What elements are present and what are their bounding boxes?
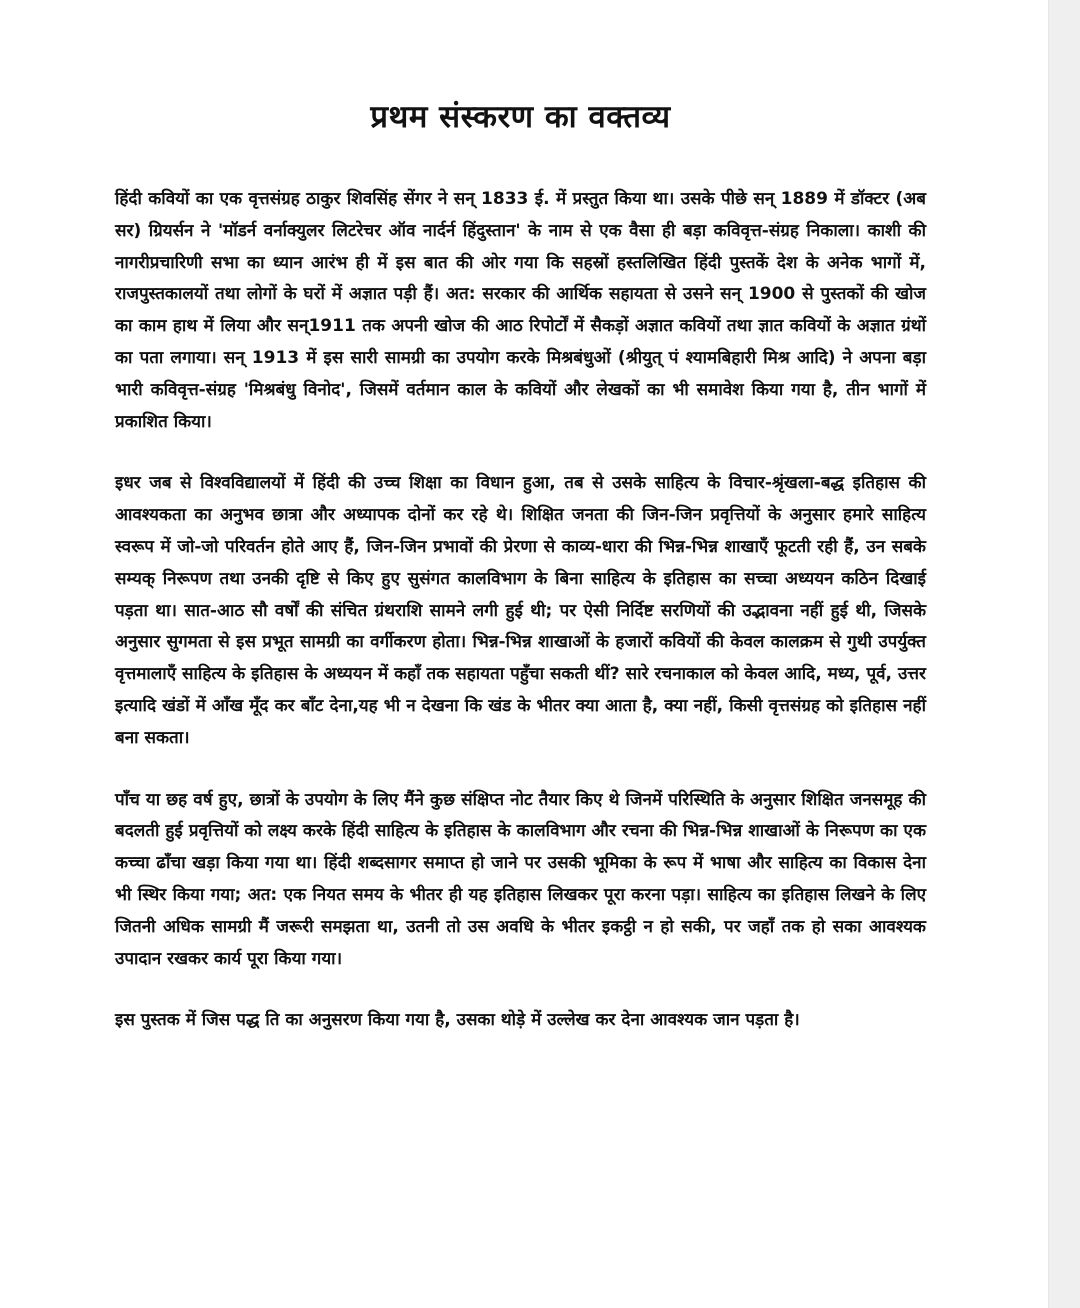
viewer-margin (1048, 0, 1080, 1308)
page-title: प्रथम संस्करण का वक्तव्य (370, 99, 671, 135)
paragraph-2: इधर जब से विश्वविद्यालयों में हिंदी की उच्च शिक्षा का विधान हुआ, तब से उसके साहित्य के विचार-श्रृंखला-बद्ध इतिहास की आवश्यकता का अनुभव छात्रा और अध्यापक दोनों कर रहे थे। शिक्षित जनता की जिन-जिन प्रवृत्तियों के अनुसार हमारे साहित्य स्वरूप में जो-जो परिवर्तन होते आए हैं, जिन-जिन प्रभावों की प्रेरणा से काव्य-धारा की भिन्न-भिन्न शाखाएँ फूटती रही हैं, उन सबके सम्यक् निरूपण तथा उनकी दृष्टि से किए हुए सुसंगत कालविभाग के बिना साहित्य के इतिहास का सच्चा अध्ययन कठिन दिखाई पड़ता था। सात-आठ सौ वर्षों की संचित ग्रंथराशि सामने लगी हुई थी; पर ऐसी निर्दिष्ट सरणियों की उद्भावना नहीं हुई थी, जिसके अनुसार सुगमता से इस प्रभूत सामग्री का वर्गीकरण होता। भिन्न-भिन्न शाखाओं के हजारों कवियों की केवल कालक्रम से गुथी उपर्युक्त वृत्तमालाएँ साहित्य के इतिहास के अध्ययन में कहाँ तक सहायता पहुँचा सकती थीं? सारे रचनाकाल को केवल आदि, मध्य, पूर्व, उत्तर इत्यादि खंडों में आँख मूँद कर बाँट देना,यह भी न देखना कि खंड के भीतर क्या आता है, क्या नहीं, किसी वृत्तसंग्रह को इतिहास नहीं बना सकता। (115, 473, 926, 748)
paragraph-4: इस पुस्तक में जिस पद्ध ति का अनुसरण किया गया है, उसका थोड़े में उल्लेख कर देना आवश्यक जान पड़ता है। (115, 1010, 800, 1031)
document-content (115, 86, 926, 1067)
paragraph-1: हिंदी कवियों का एक वृत्तसंग्रह ठाकुर शिवसिंह सेंगर ने सन् 1833 ई. में प्रस्तुत किया था। उसके पीछे सन् 1889 में डॉक्टर (अब सर) ग्रियर्सन ने 'मॉडर्न वर्नाक्युलर लिटरेचर ऑव नार्दर्न हिंदुस्तान' के नाम से एक वैसा ही बड़ा कविवृत्त-संग्रह निकाला। काशी की नागरीप्रचारिणी सभा का ध्यान आरंभ ही में इस बात की ओर गया कि सहस्रों हस्तलिखित हिंदी पुस्तकें देश के अनेक भागों में, राजपुस्तकालयों तथा लोगों के घरों में अज्ञात पड़ी हैं। अत: सरकार की आर्थिक सहायता से उसने सन् 1900 से पुस्तकों की खोज का काम हाथ में लिया और सन्1911 तक अपनी खोज की आठ रिपोर्टों में सैकड़ों अज्ञात कवियों तथा ज्ञात कवियों के अज्ञात ग्रंथों का पता लगाया। सन् 1913 में इस सारी सामग्री का उपयोग करके मिश्रबंधुओं (श्रीयुत् पं श्यामबिहारी मिश्र आदि) ने अपना बड़ा भारी कविवृत्त-संग्रह 'मिश्रबंधु विनोद', जिसमें वर्तमान काल के कवियों और लेखकों का भी समावेश किया गया है, तीन भागों में प्रकाशित किया। (115, 189, 926, 432)
paragraph-3: पाँच या छह वर्ष हुए, छात्रों के उपयोग के लिए मैंने कुछ संक्षिप्त नोट तैयार किए थे जिनमें परिस्थिति के अनुसार शिक्षित जनसमूह की बदलती हुई प्रवृत्तियों को लक्ष्य करके हिंदी साहित्य के इतिहास के कालविभाग और रचना की भिन्न-भिन्न शाखाओं के निरूपण का एक कच्चा ढाँचा खड़ा किया गया था। हिंदी शब्दसागर समाप्त हो जाने पर उसकी भूमिका के रूप में भाषा और साहित्य का विकास देना भी स्थिर किया गया; अत: एक नियत समय के भीतर ही यह इतिहास लिखकर पूरा करना पड़ा। साहित्य का इतिहास लिखने के लिए जितनी अधिक सामग्री मैं जरूरी समझता था, उतनी तो उस अवधि के भीतर इकट्ठी न हो सकी, पर जहाँ तक हो सका आवश्यक उपादान रखकर कार्य पूरा किया गया। (115, 789, 926, 969)
